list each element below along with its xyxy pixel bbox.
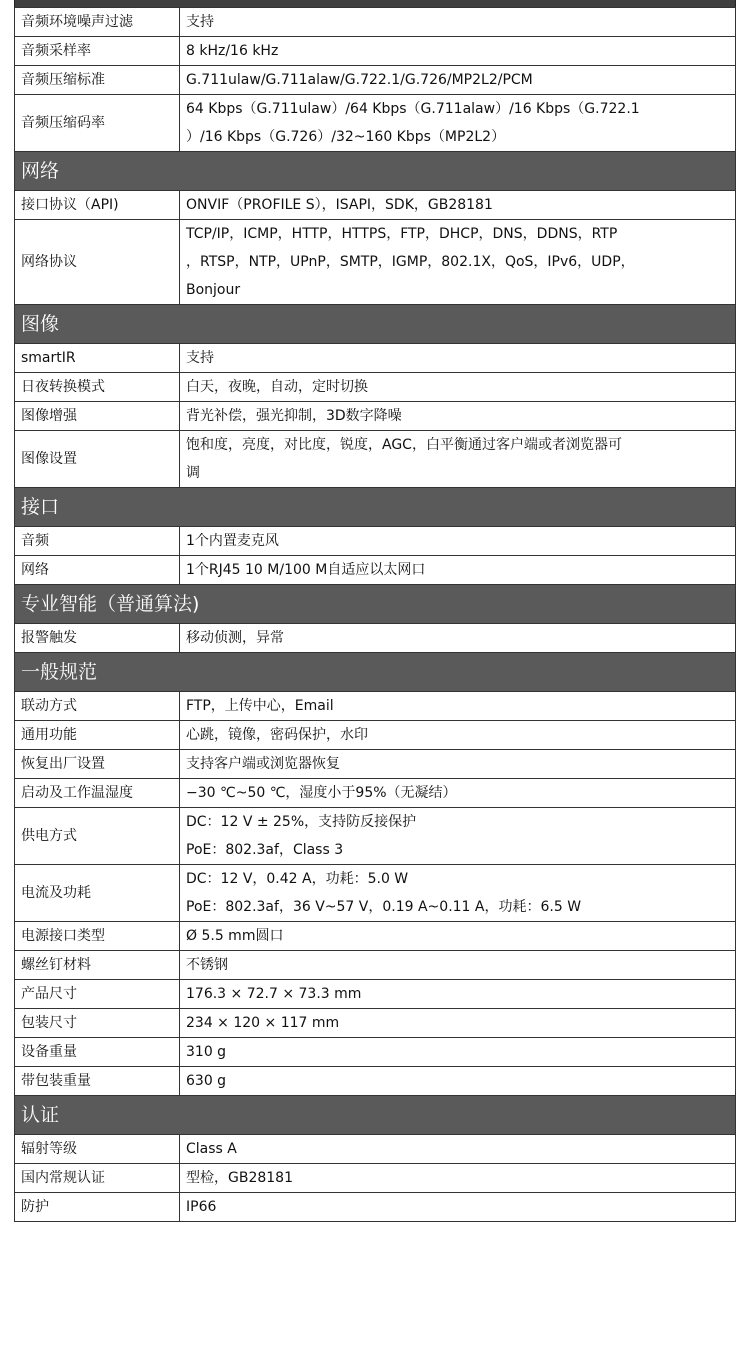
spec-value-line: 8 kHz/16 kHz: [186, 43, 279, 59]
spec-value: [180, 95, 736, 152]
spec-value-line: IP66: [186, 1199, 217, 1215]
section-title: 图像: [15, 305, 736, 344]
spec-value-line: Class A: [186, 1141, 237, 1157]
spec-value: [180, 808, 736, 865]
section-title: 认证: [15, 1096, 736, 1135]
table-row: [15, 779, 736, 808]
table-row: [15, 1193, 736, 1222]
table-row: [15, 1135, 736, 1164]
table-row: [15, 1038, 736, 1067]
spec-value-line: ONVIF（PROFILE S），ISAPI，SDK，GB28181: [186, 197, 493, 213]
spec-value-line: 1个RJ45 10 M/100 M自适应以太网口: [186, 562, 426, 578]
section-header: [15, 585, 736, 624]
table-row: [15, 980, 736, 1009]
spec-value: [180, 8, 736, 37]
spec-value: [180, 191, 736, 220]
spec-label: 产品尺寸: [15, 980, 180, 1009]
spec-label: 网络协议: [15, 220, 180, 305]
table-row: [15, 344, 736, 373]
spec-value: [180, 692, 736, 721]
spec-value: [180, 527, 736, 556]
section-header: [15, 488, 736, 527]
table-row: [15, 1009, 736, 1038]
spec-label: 带包装重量: [15, 1067, 180, 1096]
spec-label: 音频压缩标准: [15, 66, 180, 95]
spec-label: 音频: [15, 527, 180, 556]
table-row: [15, 373, 736, 402]
spec-label: 音频采样率: [15, 37, 180, 66]
spec-value-line: ，RTSP，NTP，UPnP，SMTP，IGMP，802.1X，QoS，IPv6，UDP，: [186, 254, 635, 270]
spec-value: [180, 220, 736, 305]
table-row: [15, 721, 736, 750]
table-row: [15, 191, 736, 220]
spec-value-line: DC：12 V，0.42 A，功耗：5.0 W: [186, 871, 409, 887]
spec-value: [180, 922, 736, 951]
spec-value-line: 饱和度，亮度，对比度，锐度，AGC，白平衡通过客户端或者浏览器可: [186, 437, 622, 453]
spec-label: 接口协议（API): [15, 191, 180, 220]
spec-label: 国内常规认证: [15, 1164, 180, 1193]
table-row: [15, 66, 736, 95]
spec-value: [180, 779, 736, 808]
spec-value: [180, 1009, 736, 1038]
spec-label: 音频压缩码率: [15, 95, 180, 152]
spec-label: 音频环境噪声过滤: [15, 8, 180, 37]
spec-value-line: 1个内置麦克风: [186, 533, 279, 549]
spec-value: [180, 750, 736, 779]
table-row: [15, 95, 736, 152]
spec-label: 网络: [15, 556, 180, 585]
spec-label: 联动方式: [15, 692, 180, 721]
spec-value: [180, 1193, 736, 1222]
spec-value: [180, 344, 736, 373]
spec-label: 通用功能: [15, 721, 180, 750]
spec-value: [180, 402, 736, 431]
spec-label: smartIR: [15, 344, 180, 373]
table-row: [15, 1067, 736, 1096]
spec-value: [180, 624, 736, 653]
spec-label: 电流及功耗: [15, 865, 180, 922]
spec-label: 供电方式: [15, 808, 180, 865]
spec-value: [180, 37, 736, 66]
spec-label: 电源接口类型: [15, 922, 180, 951]
spec-table: [14, 7, 736, 1222]
section-header: [15, 152, 736, 191]
spec-value-line: 背光补偿，强光抑制，3D数字降噪: [186, 408, 402, 424]
spec-value-line: 调: [186, 465, 200, 481]
table-row: [15, 527, 736, 556]
section-header: [15, 653, 736, 692]
section-header: [15, 1096, 736, 1135]
section-title: 专业智能（普通算法): [15, 585, 736, 624]
spec-label: 图像增强: [15, 402, 180, 431]
table-row: [15, 431, 736, 488]
table-row: [15, 951, 736, 980]
table-row: [15, 624, 736, 653]
section-header-bar: [14, 0, 736, 7]
spec-value-line: 支持: [186, 350, 214, 366]
spec-value: [180, 1135, 736, 1164]
spec-value: [180, 980, 736, 1009]
table-row: [15, 1164, 736, 1193]
spec-label: 启动及工作温湿度: [15, 779, 180, 808]
spec-label: 辐射等级: [15, 1135, 180, 1164]
spec-value: [180, 66, 736, 95]
spec-value: [180, 865, 736, 922]
spec-value: [180, 1038, 736, 1067]
spec-label: 图像设置: [15, 431, 180, 488]
spec-value-line: FTP，上传中心，Email: [186, 698, 334, 714]
table-row: [15, 37, 736, 66]
spec-value: [180, 1067, 736, 1096]
spec-label: 报警触发: [15, 624, 180, 653]
spec-value: [180, 431, 736, 488]
spec-value-line: 不锈钢: [186, 957, 228, 973]
spec-value: [180, 373, 736, 402]
spec-value-line: 64 Kbps（G.711ulaw）/64 Kbps（G.711alaw）/16 Kbps（G.722.1: [186, 101, 640, 117]
spec-value: [180, 1164, 736, 1193]
table-row: [15, 865, 736, 922]
spec-value-line: 支持: [186, 14, 214, 30]
spec-value-line: 支持客户端或浏览器恢复: [186, 756, 340, 772]
table-row: [15, 808, 736, 865]
spec-value-line: −30 ℃~50 ℃，湿度小于95%（无凝结）: [186, 785, 457, 801]
spec-sheet: [14, 0, 736, 1222]
spec-label: 日夜转换模式: [15, 373, 180, 402]
spec-value-line: 630 g: [186, 1073, 227, 1089]
spec-value-line: Ø 5.5 mm圆口: [186, 928, 284, 944]
spec-label: 包装尺寸: [15, 1009, 180, 1038]
spec-value-line: 心跳，镜像，密码保护，水印: [186, 727, 368, 743]
table-row: [15, 220, 736, 305]
section-title: 接口: [15, 488, 736, 527]
spec-value-line: G.711ulaw/G.711alaw/G.722.1/G.726/MP2L2/PCM: [186, 72, 533, 88]
spec-value: [180, 556, 736, 585]
spec-value-line: PoE：802.3af，36 V~57 V，0.19 A~0.11 A，功耗：6.5 W: [186, 899, 582, 915]
section-header: [15, 305, 736, 344]
spec-label: 防护: [15, 1193, 180, 1222]
spec-table-body: [15, 8, 736, 1222]
section-title: 网络: [15, 152, 736, 191]
spec-value-line: 白天，夜晚，自动，定时切换: [186, 379, 368, 395]
spec-label: 设备重量: [15, 1038, 180, 1067]
spec-value: [180, 721, 736, 750]
spec-value-line: DC：12 V ± 25%，支持防反接保护: [186, 814, 417, 830]
spec-value-line: 型检，GB28181: [186, 1170, 293, 1186]
spec-value-line: 234 × 120 × 117 mm: [186, 1015, 340, 1031]
spec-value-line: PoE：802.3af，Class 3: [186, 842, 344, 858]
spec-value-line: 176.3 × 72.7 × 73.3 mm: [186, 986, 362, 1002]
table-row: [15, 8, 736, 37]
table-row: [15, 556, 736, 585]
spec-value-line: 移动侦测，异常: [186, 630, 284, 646]
table-row: [15, 692, 736, 721]
spec-value-line: ）/16 Kbps（G.726）/32~160 Kbps（MP2L2）: [186, 129, 506, 145]
table-row: [15, 402, 736, 431]
spec-label: 恢复出厂设置: [15, 750, 180, 779]
spec-value-line: Bonjour: [186, 282, 241, 298]
spec-value-line: 310 g: [186, 1044, 227, 1060]
section-title: 一般规范: [15, 653, 736, 692]
spec-value-line: TCP/IP，ICMP，HTTP，HTTPS，FTP，DHCP，DNS，DDNS，RTP: [186, 226, 618, 242]
table-row: [15, 750, 736, 779]
spec-label: 螺丝钉材料: [15, 951, 180, 980]
spec-value: [180, 951, 736, 980]
table-row: [15, 922, 736, 951]
